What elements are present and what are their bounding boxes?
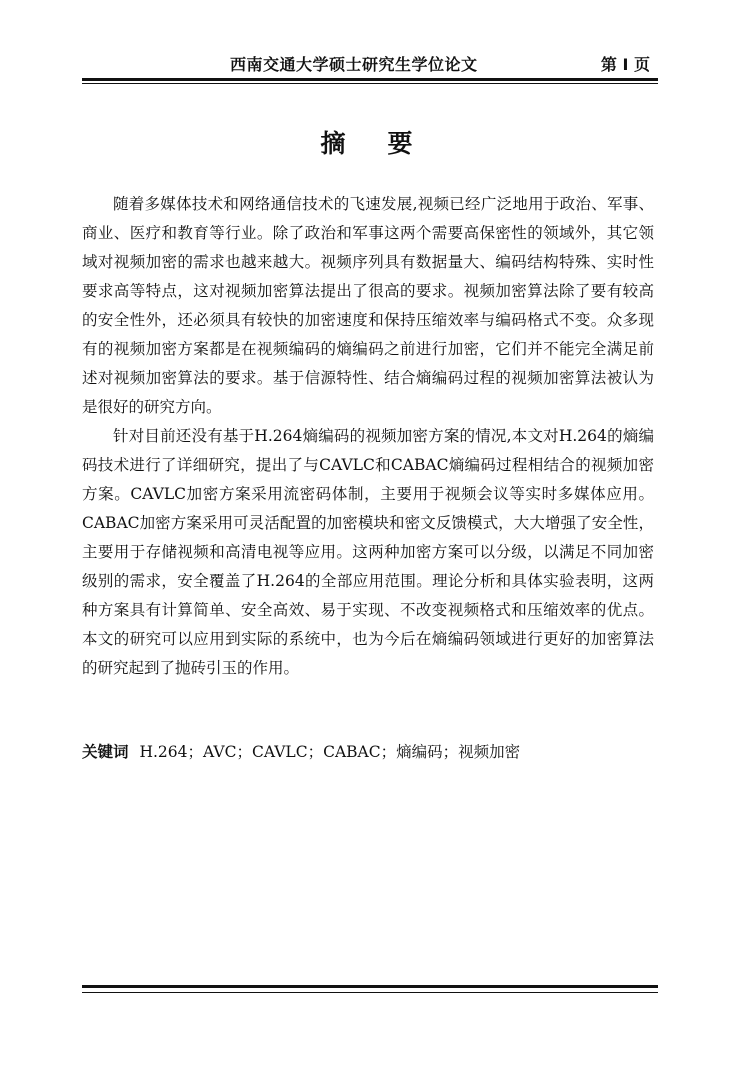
header-page-number: 第 I 页	[600, 55, 650, 74]
keywords-text: H.264；AVC；CAVLC；CABAC；熵编码；视频加密	[139, 743, 521, 761]
keywords-line	[82, 738, 654, 766]
footer-rule-thick	[82, 985, 658, 988]
keywords-label: 关键词	[82, 743, 129, 761]
footer-rule-thin	[82, 992, 658, 993]
abstract-title: 摘要	[320, 129, 455, 158]
abstract-body	[82, 190, 654, 683]
header-rule-thick	[82, 78, 658, 81]
abstract-paragraph-2: 针对目前还没有基于H.264熵编码的视频加密方案的情况,本文对H.264的熵编码技术进行了详细研究，提出了与CAVLC和CABAC熵编码过程相结合的视频加密方案。CAVLC加密方案采用流密码体制，主要用于视频会议等实时多媒体应用。CABAC加密方案采用可灵活配置的加密模块和密文反馈模式，大大增强了安全性，主要用于存储视频和高清电视等应用。这两种加密方案可以分级，以满足不同加密级别的需求，安全覆盖了H.264的全部应用范围。理论分析和具体实验表明，这两种方案具有计算简单、安全高效、易于实现、不改变视频格式和压缩效率的优点。本文的研究可以应用到实际的系统中，也为今后在熵编码领域进行更好的加密算法的研究起到了抛砖引玉的作用。	[82, 427, 654, 677]
header-rule-thin	[82, 83, 658, 84]
running-header	[82, 50, 658, 78]
header-title: 西南交通大学硕士研究生学位论文	[230, 55, 478, 74]
abstract-paragraph-1: 随着多媒体技术和网络通信技术的飞速发展,视频已经广泛地用于政治、军事、商业、医疗和教育等行业。除了政治和军事这两个需要高保密性的领域外，其它领域对视频加密的需求也越来越大。视频序列具有数据量大、编码结构特殊、实时性要求高等特点，这对视频加密算法提出了很高的要求。视频加密算法除了要有较高的安全性外，还必须具有较快的加密速度和保持压缩效率与编码格式不变。众多现有的视频加密方案都是在视频编码的熵编码之前进行加密，它们并不能完全满足前述对视频加密算法的要求。基于信源特性、结合熵编码过程的视频加密算法被认为是很好的研究方向。	[82, 195, 654, 416]
